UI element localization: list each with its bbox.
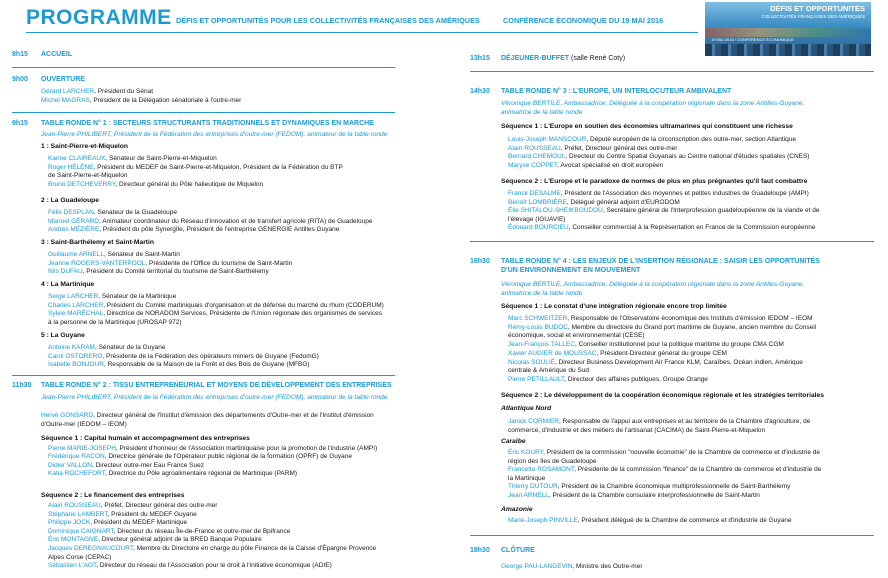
tr3-time: 14h30 [470, 88, 490, 95]
speaker-line [508, 315, 813, 323]
speaker-line [48, 226, 339, 234]
group-title: 4 : La Martinique [41, 281, 95, 288]
speaker-role: , Présidente de la Fédération des opérateurs miniers de Guyane (FedomG) [102, 352, 319, 360]
speaker-name: Serge LARCHER [48, 293, 99, 300]
speaker-line [508, 517, 791, 525]
speaker-line [508, 190, 809, 198]
speaker-name: Manuel GÉRARD [48, 217, 99, 225]
speaker-line [48, 361, 310, 369]
speaker-line [48, 536, 262, 544]
speaker-name: Alain ROUSSEAU [48, 502, 101, 509]
tr4-moderator-role: animatrice de la table ronde [501, 290, 583, 297]
speaker-role: , Directeur du réseau de l'Association pour le droit à l'initiative économique (ADIE) [96, 562, 332, 570]
speaker-name: Jacques DEREGNAUCOURT [48, 545, 134, 552]
speaker-role: , Préfet, Directeur général des outre-mer [560, 144, 678, 152]
speaker-line [508, 376, 708, 384]
speaker-line [48, 453, 352, 461]
page-title: PROGRAMME [26, 6, 172, 29]
speaker-name: Élie SHITALOU-SHEIKBOUDOU [508, 207, 603, 215]
speaker-name: Bernard CHEMOUL [508, 153, 566, 161]
dejeuner-room: (salle René Coty) [569, 55, 626, 62]
cloture-title: CLÔTURE [501, 547, 535, 554]
logo-line-3: 19 MAI 2016 / CONFÉRENCE ÉCONOMIQUE [711, 37, 794, 42]
speaker-role: de Saint-Pierre-et-Miquelon [48, 172, 128, 180]
speaker-name: Nicolas SOULIÉ [508, 358, 555, 366]
speaker-role: l'élevage (IGUAVIE) [508, 215, 566, 223]
cloture-time: 18h30 [470, 547, 490, 554]
speaker-role: la Martinique [508, 474, 546, 482]
speaker-role: , Présidente de l'Office du tourisme de Saint-Martin [145, 259, 293, 267]
speaker-line [48, 528, 290, 536]
speaker-role: , Directeur général de l'Institut d'émission des départements d'Outre-mer et de l'Institut d'émission [93, 412, 374, 419]
speaker-name: Jean-François TALLEC [508, 341, 575, 349]
header-divider [26, 32, 698, 33]
speaker-line [48, 302, 384, 310]
speaker-name: Antoine KARAM [48, 344, 95, 351]
conference-date: CONFÉRENCE ÉCONOMIQUE DU 19 MAI 2016 [503, 16, 664, 25]
speaker-role: , Membre du directoire du Grand port maritime de Guyane, ancien membre du Conseil [567, 323, 817, 331]
seq-title: Séquence 1 : Le constat d'une intégration régionale encore trop limitée [501, 303, 727, 310]
speaker-name: Sylvie MARÉCHAL [48, 310, 104, 318]
speaker-name: Charles LARCHER [48, 301, 104, 309]
speaker-name: Katia ROCHEFORT [48, 470, 105, 478]
speaker-role: , Membre du Directoire en charge du pôle Finance de la Caisse d'Épargne Provence [133, 545, 377, 552]
speaker-name: Pierre PETILLAULT [508, 375, 565, 383]
speaker-role: , Président du Sénat [94, 88, 154, 95]
divider [12, 67, 395, 68]
speaker-line [48, 172, 127, 180]
speaker-role: , Présidente de la commission "finance" de la Chambre de commerce et d'industrie de [574, 466, 822, 474]
speaker-role: , Animateur coordinateur du Réseau d'innovation et de transfert agricole (RITA) de Guadeloupe [98, 217, 373, 225]
speaker-line [48, 445, 377, 453]
speaker-line [508, 153, 809, 161]
divider [470, 535, 874, 536]
dejeuner-title [501, 55, 625, 62]
speaker-line [508, 466, 821, 474]
speaker-line [48, 268, 269, 276]
speaker-role: , Préfet, Directeur général des outre-mer [100, 502, 218, 509]
speaker-line [48, 502, 217, 510]
speaker-line [508, 427, 765, 435]
speaker-line [508, 359, 803, 367]
speaker-role: , Directrice de NORADOM Services, Présidente de l'Union régionale des organismes de services [103, 310, 382, 318]
speaker-name: Maryse COPPET [508, 162, 558, 170]
speaker-line [508, 418, 810, 426]
divider [470, 241, 874, 242]
speaker-name: Édouard BOURCIEU [508, 224, 569, 232]
speaker-role: , Sénateur de Saint-Pierre-et-Miquelon [105, 155, 217, 162]
speaker-line [48, 260, 292, 268]
speaker-role: , Directeur outre-mer Eau France Suez [91, 461, 204, 469]
speaker-line [48, 344, 165, 352]
speaker-name: Frédérique RACON [48, 453, 105, 461]
group-title: 3 : Saint-Barthélemy et Saint-Martin [41, 239, 154, 246]
speaker-name: Jeanne ROGERS-VANTERPOOL [48, 259, 146, 267]
ouverture-time: 9h00 [12, 76, 28, 83]
seq-title: Séquence 2 : Le développement de la coopération économique régionale et les stratégies territoriales [501, 392, 824, 399]
speaker-role: , Président du MEDEF de Saint-Pierre-et-Miquelon, Président de la Fédération du BTP [93, 163, 343, 171]
speaker-line [41, 412, 374, 420]
speaker-name: Louis-Joseph MANSCOUR [508, 136, 587, 143]
speaker-role: , Directrice générale de l'Opérateur public régional de la formation (OPRF) de Guyane [104, 453, 352, 461]
speaker-role: , Président du pôle Synergîle, Président de l'entreprise GENERGIE Antilles Guyane [99, 226, 340, 234]
speaker-role: commerce, d'industrie et des métiers de l'artisanat (CACIMA) de Saint-Pierre-et-Miquelon [508, 426, 766, 434]
speaker-line [508, 483, 790, 491]
speaker-role: , Président-Directeur général du groupe CEM [596, 349, 727, 357]
speaker-role: centrale & Amérique du Sud [508, 367, 589, 375]
speaker-name: Hervé GONSARD [41, 412, 94, 419]
conference-logo [705, 2, 871, 56]
logo-line-1: DÉFIS ET OPPORTUNITÉS [769, 4, 865, 13]
speaker-name: Gérard LARCHER [41, 88, 95, 95]
speaker-name: Pierre MARIE-JOSEPH [48, 445, 116, 452]
tr3-moderator-role: animatrice de la table ronde [501, 109, 583, 116]
speaker-line [508, 199, 680, 207]
speaker-line [508, 475, 545, 483]
speaker-line [48, 164, 343, 172]
speaker-line [508, 145, 677, 153]
speaker-role: , Directeur du réseau Île-de-France et outre-mer de Bpifrance [113, 527, 291, 535]
logo-buildings [705, 44, 871, 56]
region-title: Atlantique Nord [501, 405, 552, 412]
speaker-role: , Président délégué de la Chambre de commerce et d'industrie de Guyane [577, 517, 792, 524]
speaker-line [48, 511, 197, 519]
tr2-time: 11h30 [12, 382, 32, 389]
seq-title: Séquence 1 : Capital humain et accompagnement des entreprises [41, 435, 250, 442]
speaker-line [48, 209, 177, 217]
speaker-line [48, 155, 217, 163]
speaker-name: Andrés MÉZIÈRE [48, 226, 100, 234]
speaker-line [508, 332, 645, 340]
speaker-name: Carol OSTORERO [48, 352, 103, 360]
seq-title: Séquence 2 : Le financement des entreprises [41, 492, 185, 499]
speaker-name: Bruno DETCHEVERRY [48, 180, 116, 188]
region-title: Amazonie [501, 506, 533, 513]
speaker-name: Sébastien L'AOT [48, 562, 97, 570]
group-title: 5 : La Guyane [41, 332, 85, 339]
speaker-role: , Avocat spécialisé en droit européen [557, 162, 664, 170]
speaker-role: , Directeur du Centre Spatial Guyanais au Centre national d'études spatiales (CNES) [565, 153, 810, 161]
speaker-line [48, 545, 376, 553]
seq-title: Séquence 1 : L'Europe en soutien des économies ultramarines qui constituent une richesse [501, 123, 793, 130]
speaker-role: , Responsable de la Maison de la Forêt et des Bois de Guyane (MFBG) [104, 361, 310, 369]
speaker-role: , Secrétaire général de l'Interprofession guadeloupéenne de la viande et de [602, 207, 820, 215]
dejeuner-label: DÉJEUNER-BUFFET [501, 55, 570, 62]
speaker-role: , Directeur des affaires publiques, Groupe Orange [564, 375, 708, 383]
speaker-line [508, 136, 796, 144]
speaker-name: Rémy-Louis BUDOC [508, 323, 568, 331]
speaker-name: Marc SCHWEITZER [508, 315, 568, 322]
speaker-line [41, 88, 153, 96]
speaker-name: Dominique CAIGNART [48, 527, 114, 535]
speaker-role: , Responsable de l'Observatoire économique des Instituts d'émission IEDOM – IEOM [567, 315, 813, 322]
tr3-moderator: Véronique BERTILE, Ambassadrice, Déléguée à la coopération régionale dans la zone Antilles-Guyane, [501, 100, 805, 107]
group-title: 1 : Saint-Pierre-et-Miquelon [41, 143, 128, 150]
accueil-title: ACCUEIL [41, 51, 73, 58]
speaker-name: Thierry DUTOUR [508, 483, 558, 491]
speaker-line [48, 562, 332, 570]
region-title: Caraïbe [501, 438, 526, 445]
speaker-role: , Président du Comité martiniquais d'organisation et de défense du marché du rhum (CODERUM) [103, 301, 384, 309]
speaker-name: Roger HÉLÈNE [48, 163, 94, 171]
speaker-name: Éric MONTAGNE [48, 536, 99, 544]
speaker-name: Philippe JOCK [48, 519, 91, 527]
speaker-line [48, 554, 111, 562]
speaker-name: Guillaume ARNELL [48, 251, 104, 258]
speaker-line [48, 319, 182, 327]
speaker-name: Jean ARNELL [508, 492, 549, 499]
divider [470, 71, 874, 72]
tr4-moderator: Véronique BERTILE, Ambassadrice, Déléguée à la coopération régionale dans la zone Antilles-Guyane, [501, 281, 805, 288]
tr2-title: TABLE RONDE N° 2 : TISSU ENTREPRENEURIAL ET MOYENS DE DÉVELOPPEMENT DES ENTREPRISES [41, 382, 392, 389]
speaker-name: Didier VALLON [48, 461, 92, 469]
tr3-title: TABLE RONDE N° 3 : L'EUROPE, UN INTERLOCUTEUR AMBIVALENT [501, 88, 732, 95]
speaker-line [48, 181, 263, 189]
tr4-title-cont: D'UN ENVIRONNEMENT EN MOUVEMENT [501, 267, 641, 274]
speaker-line [508, 367, 589, 375]
group-title: 2 : La Guadeloupe [41, 197, 99, 204]
speaker-role: région des îles de Guadeloupe [508, 457, 597, 465]
tr4-title: TABLE RONDE N° 4 : LES ENJEUX DE L'INSERTION RÉGIONALE : SAISIR LES OPPORTUNITÉS [501, 258, 820, 265]
speaker-role: , Sénateur de Saint-Martin [104, 251, 180, 258]
speaker-role: , Directeur Business Development Air France KLM, Caraïbes, Océan indien, Amérique [554, 358, 803, 366]
speaker-role: , Président d'honneur de l'Association martiniquaise pour la promotion de l'industrie (AMPI) [115, 445, 378, 452]
speaker-role: , Président de la Chambre économique multiprofessionnelle de Saint-Barthélemy [557, 483, 791, 491]
logo-band [705, 28, 871, 37]
speaker-role: , Ministre des Outre-mer [572, 563, 643, 570]
speaker-line [508, 458, 597, 466]
speaker-line [508, 449, 820, 457]
speaker-name: Franck DESALME [508, 190, 561, 197]
speaker-line [508, 324, 816, 332]
divider [12, 375, 395, 376]
accueil-time: 8h15 [12, 51, 28, 58]
speaker-role: , Directeur général du Pôle halieutique de Miquelon [115, 180, 264, 188]
speaker-role: Alpes Corse (CEPAC) [48, 553, 112, 561]
speaker-role: , Président du Comité territorial du tourisme de Saint-Barthélemy [82, 268, 269, 276]
speaker-role: , Délégué général adjoint d'EURODOM [566, 198, 680, 206]
speaker-name: Marie-Joseph PINVILLE [508, 517, 578, 524]
speaker-line [41, 421, 127, 429]
speaker-name: Xavier AUGIER de MOUSSAC [508, 349, 597, 357]
speaker-line [501, 563, 642, 571]
divider [12, 112, 395, 113]
tr4-time: 16h30 [470, 258, 490, 265]
speaker-name: Nils DUFAU [48, 268, 83, 276]
speaker-role: , Sénateur de la Guyane [94, 344, 166, 351]
speaker-line [48, 462, 204, 470]
speaker-line [508, 341, 784, 349]
speaker-name: George PAU-LANGEVIN [501, 563, 573, 570]
speaker-role: , Président du MEDEF Guyane [107, 510, 197, 518]
speaker-line [48, 218, 373, 226]
speaker-role: , Président de la Délégation sénatoriale à l'outre-mer [89, 96, 242, 104]
speaker-line [41, 97, 241, 105]
speaker-line [508, 216, 565, 224]
speaker-role: à la personne de la Martinique (UROSAP 972) [48, 318, 182, 326]
speaker-name: Éric KOURY [508, 449, 544, 456]
speaker-line [48, 251, 180, 259]
tr1-moderator: Jean-Pierre PHILIBERT, Président de la Fédération des entreprises d'outre-mer (FEDOM), animateur de la table ronde [41, 131, 388, 138]
speaker-line [508, 162, 663, 170]
speaker-name: Francette ROSAMONT [508, 466, 575, 474]
logo-line-2: COLLECTIVITÉS FRANÇAISES DES AMÉRIQUES [761, 14, 865, 19]
speaker-role: économique, social et environnemental (CESE) [508, 332, 645, 340]
tr1-time: 9h15 [12, 120, 28, 127]
speaker-role: , Sénateur de la Martinique [98, 293, 177, 300]
speaker-role: , Conseiller institutionnel pour la politique maritime du groupe CMA CGM [574, 341, 784, 349]
speaker-line [508, 492, 760, 500]
speaker-role: , Président de l'Association des moyennes et petites industries de Guadeloupe (AMPI) [560, 190, 809, 197]
speaker-role: , Directrice du Pôle agroalimentaire régional de Martinique (PARM) [104, 470, 298, 478]
speaker-line [508, 350, 727, 358]
tr2-moderator: Jean-Pierre PHILIBERT, Président de la Fédération des entreprises d'outre-mer (FEDOM), animateur de la table ronde [41, 394, 388, 401]
speaker-role: , Président du MEDEF Martinique [90, 519, 188, 527]
tr1-title: TABLE RONDE N° 1 : SECTEURS STRUCTURANTS TRADITIONNELS ET DYNAMIQUES EN MARCHE [41, 120, 374, 127]
subtitle: DÉFIS ET OPPORTUNITÉS POUR LES COLLECTIVITÉS FRANÇAISES DES AMÉRIQUES [176, 16, 480, 25]
speaker-role: , Président de la commission "nouvelle économie" de la Chambre de commerce et d'industrie de [543, 449, 820, 456]
speaker-name: Michel MAGRAS [41, 96, 90, 104]
dejeuner-time: 13h15 [470, 55, 490, 62]
speaker-name: Stéphane LAMBERT [48, 510, 108, 518]
speaker-role: , Député européen de la circonscription des outre-mer, section Atlantique [586, 136, 796, 143]
ouverture-title: OUVERTURE [41, 76, 85, 83]
speaker-line [48, 470, 297, 478]
speaker-role: , Conseiller commercial à la Représentation en France de la Commission européenne [568, 224, 816, 232]
speaker-name: Isabelle BONJOUR [48, 361, 104, 369]
speaker-role: , Président de la Chambre consulaire interprofessionnelle de Saint-Martin [548, 492, 760, 499]
speaker-role: , Responsable de l'appui aux entreprises et au territoire de la Chambre d'agriculture, de [558, 418, 811, 425]
speaker-line [48, 519, 187, 527]
speaker-line [48, 310, 382, 318]
speaker-line [508, 207, 820, 215]
speaker-name: Karine CLAIREAUX [48, 155, 106, 162]
speaker-line [508, 224, 815, 232]
speaker-name: Félix DESPLAN [48, 209, 94, 216]
speaker-name: Alain ROUSSEAU [508, 144, 561, 152]
speaker-role: d'Outre-mer (IEDOM – IEOM) [41, 420, 127, 428]
speaker-line [48, 353, 319, 361]
speaker-role: , Directeur général adjoint de la BRED Banque Populaire [98, 536, 262, 544]
speaker-name: Janick CORMIER [508, 418, 559, 425]
speaker-line [48, 293, 176, 301]
seq-title: Séquence 2 : L'Europe et le paradoxe de normes de plus en plus prégnantes qu'il faut combattre [501, 178, 808, 185]
speaker-role: , Sénateur de la Guadeloupe [93, 209, 177, 216]
speaker-name: Benoît LOMBRIÈRE [508, 198, 567, 206]
